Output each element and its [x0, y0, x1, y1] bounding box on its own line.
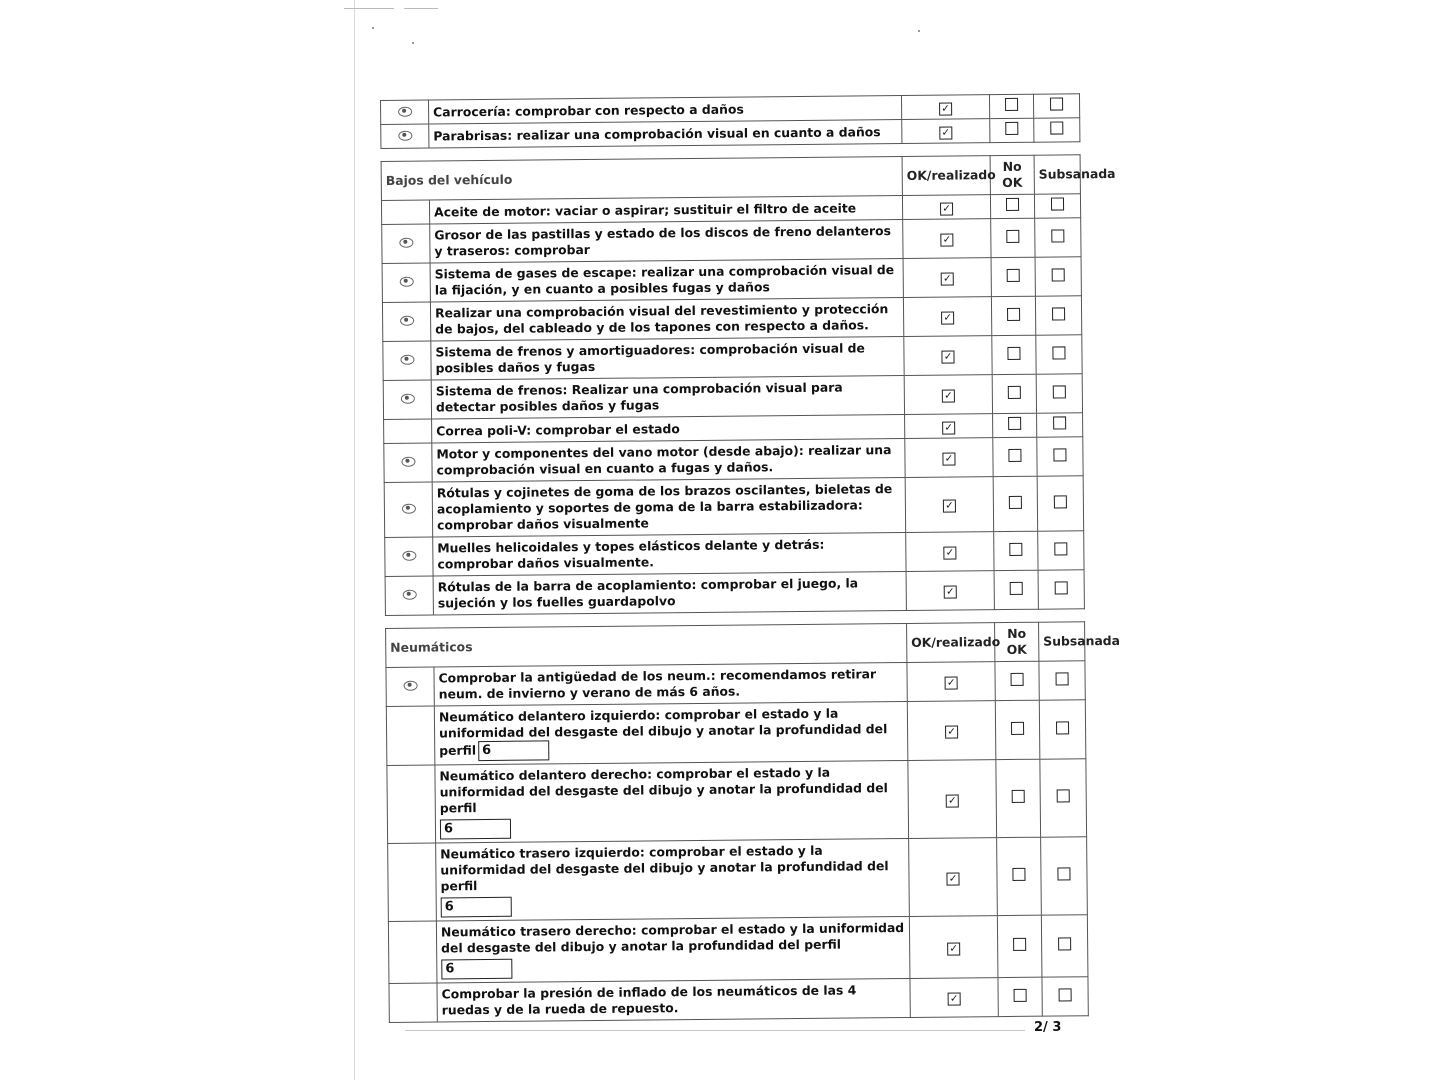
- checklist-row: [386, 661, 1085, 707]
- visual-check-cell: [388, 921, 437, 983]
- task-text: Grosor de las pastillas y estado de los discos de freno delanteros y traseros: comprobar: [434, 223, 892, 259]
- visual-check-cell: [384, 482, 433, 537]
- ok-cell: [906, 532, 994, 572]
- ok-cell: [907, 662, 995, 702]
- visual-check-cell: [389, 983, 437, 1022]
- check-mark: ✓: [949, 942, 958, 955]
- checklist-row: [384, 437, 1083, 483]
- ok-checkbox[interactable]: [946, 872, 959, 885]
- header-no-ok: No OK: [995, 622, 1039, 661]
- subsanada-checkbox[interactable]: [1050, 121, 1063, 134]
- subsanada-cell: [1041, 915, 1088, 977]
- subsanada-cell: [1034, 118, 1080, 142]
- eye-icon: [400, 355, 414, 365]
- task-cell: [436, 916, 910, 983]
- no-ok-cell: [990, 194, 1034, 218]
- check-mark: ✓: [945, 547, 955, 559]
- tread-depth-field[interactable]: 6: [441, 897, 512, 918]
- subsanada-checkbox[interactable]: [1056, 672, 1069, 685]
- checklist-row: [384, 476, 1083, 538]
- ok-checkbox[interactable]: [943, 546, 956, 559]
- task-text: Realizar una comprobación visual del revestimiento y protección de bajos, del cableado y de los tapones con respecto a daños.: [434, 301, 889, 337]
- ok-cell: [905, 414, 993, 439]
- subsanada-checkbox[interactable]: [1052, 268, 1065, 281]
- no-ok-checkbox[interactable]: [1013, 938, 1026, 951]
- visual-check-cell: [382, 224, 430, 263]
- eye-icon: [399, 238, 413, 248]
- eye-icon: [402, 551, 416, 561]
- check-mark: ✓: [942, 203, 951, 215]
- check-mark: ✓: [949, 993, 959, 1005]
- ok-cell: [904, 375, 992, 415]
- check-mark: ✓: [941, 103, 950, 115]
- checklist-row: [382, 218, 1081, 264]
- no-ok-checkbox[interactable]: [1014, 988, 1027, 1001]
- subsanada-checkbox[interactable]: [1052, 307, 1065, 320]
- subsanada-cell: [1039, 661, 1085, 700]
- task-text: Comprobar la antigüedad de los neum.: recomendamos retirar neum. de invierno y verano de más 6 años.: [438, 666, 877, 702]
- visual-check-cell: [382, 263, 430, 302]
- eye-icon: [398, 106, 412, 116]
- no-ok-checkbox[interactable]: [1007, 307, 1020, 320]
- subsanada-checkbox[interactable]: [1053, 416, 1066, 429]
- no-ok-cell: [994, 531, 1038, 570]
- check-mark: ✓: [942, 234, 952, 246]
- visual-check-cell: [384, 443, 432, 482]
- no-ok-checkbox[interactable]: [1005, 98, 1018, 111]
- check-mark: ✓: [946, 677, 956, 689]
- ok-cell: [905, 477, 994, 533]
- task-text: Muelles helicoidales y topes elásticos delante y detrás: comprobar daños visualmente.: [437, 536, 825, 572]
- checklist-row: [382, 296, 1081, 342]
- task-cell: [431, 336, 904, 380]
- ok-checkbox[interactable]: [942, 421, 955, 434]
- visual-check-cell: [381, 124, 429, 148]
- header-ok: OK/realizado: [902, 156, 990, 196]
- no-ok-cell: [998, 977, 1042, 1016]
- subsanada-cell: [1038, 570, 1084, 609]
- checklist-row: [387, 759, 1087, 844]
- checklist-section: [385, 621, 1121, 1023]
- task-text: Carrocería: comprobar con respecto a daños: [433, 101, 744, 119]
- task-cell: [436, 838, 910, 921]
- task-text: Sistema de gases de escape: realizar una comprobación visual de la fijación, y en cuanto a posibles fugas y daños: [434, 262, 895, 298]
- subsanada-cell: [1037, 437, 1083, 476]
- subsanada-cell: [1039, 700, 1086, 759]
- checklist-section: [380, 93, 1080, 149]
- no-ok-cell: [991, 218, 1035, 257]
- task-text: Sistema de frenos: Realizar una comprobación visual para detectar posibles daños y fugas: [435, 379, 843, 415]
- check-mark: ✓: [948, 872, 958, 885]
- ok-checkbox[interactable]: [942, 389, 955, 402]
- no-ok-cell: [997, 915, 1042, 977]
- no-ok-cell: [993, 437, 1037, 476]
- task-cell: [430, 297, 903, 341]
- ok-cell: [908, 760, 997, 839]
- task-cell: [430, 258, 903, 302]
- ok-cell: [903, 258, 991, 298]
- scan-line: [344, 8, 394, 9]
- checklist-section: [381, 154, 1116, 616]
- task-cell: [431, 375, 904, 419]
- no-ok-checkbox[interactable]: [1009, 495, 1022, 508]
- task-text: Correa poli-V: comprobar el estado: [436, 420, 680, 438]
- scan-line: [404, 8, 438, 9]
- task-cell: [432, 438, 905, 482]
- subsanada-cell: [1035, 218, 1081, 257]
- subsanada-cell: [1036, 374, 1082, 413]
- subsanada-checkbox[interactable]: [1051, 229, 1064, 242]
- task-text: Rótulas de la barra de acoplamiento: comprobar el juego, la sujeción y los fuelles guardapolvo: [437, 575, 859, 611]
- task-cell: [435, 760, 909, 843]
- task-text: Neumático trasero derecho: comprobar el estado y la uniformidad del desgaste del dibujo y anotar la profundidad del perfil: [440, 920, 905, 956]
- visual-check-cell: [384, 419, 432, 443]
- scan-speck: [918, 30, 920, 32]
- task-cell: [437, 978, 910, 1022]
- visual-check-cell: [386, 667, 434, 706]
- subsanada-checkbox[interactable]: [1058, 937, 1071, 950]
- ok-checkbox[interactable]: [944, 585, 957, 598]
- ok-checkbox[interactable]: [939, 126, 952, 139]
- ok-checkbox[interactable]: [941, 350, 954, 363]
- no-ok-checkbox[interactable]: [1009, 542, 1022, 555]
- eye-icon: [402, 590, 416, 600]
- visual-check-cell: [383, 380, 431, 419]
- visual-check-cell: [386, 706, 435, 765]
- ok-cell: [909, 916, 998, 979]
- visual-check-cell: [381, 100, 429, 124]
- ok-checkbox[interactable]: [940, 234, 953, 247]
- ok-checkbox[interactable]: [941, 311, 954, 324]
- eye-icon: [403, 681, 417, 691]
- visual-check-cell: [381, 200, 429, 224]
- no-ok-cell: [993, 413, 1037, 437]
- no-ok-cell: [991, 296, 1035, 335]
- check-mark: ✓: [945, 500, 954, 512]
- eye-icon: [401, 504, 415, 514]
- check-mark: ✓: [942, 273, 952, 285]
- check-mark: ✓: [947, 726, 956, 738]
- no-ok-checkbox[interactable]: [1006, 198, 1019, 211]
- header-ok: OK/realizado: [907, 623, 995, 663]
- check-mark: ✓: [944, 453, 954, 465]
- no-ok-checkbox[interactable]: [1010, 581, 1023, 594]
- no-ok-cell: [991, 257, 1035, 296]
- page-number: 2/ 3: [1034, 1020, 1062, 1035]
- no-ok-checkbox[interactable]: [1007, 268, 1020, 281]
- section-title: Neumáticos: [386, 623, 907, 667]
- task-text: Parabrisas: realizar una comprobación visual en cuanto a daños: [433, 123, 881, 143]
- task-cell: [432, 477, 906, 537]
- task-text: Aceite de motor: vaciar o aspirar; sustituir el filtro de aceite: [434, 199, 857, 219]
- footer-line: [405, 1030, 1025, 1031]
- no-ok-checkbox[interactable]: [1011, 672, 1024, 685]
- checklist-row: [385, 531, 1084, 577]
- check-mark: ✓: [944, 390, 953, 402]
- inspection-sheet: [380, 93, 1121, 1035]
- subsanada-checkbox[interactable]: [1054, 495, 1067, 508]
- no-ok-cell: [993, 476, 1038, 531]
- no-ok-cell: [992, 335, 1036, 374]
- subsanada-checkbox[interactable]: [1057, 867, 1070, 880]
- task-cell: [430, 219, 903, 263]
- subsanada-cell: [1035, 257, 1081, 296]
- eye-icon: [400, 394, 414, 404]
- task-cell: [434, 701, 908, 765]
- check-mark: ✓: [943, 312, 952, 324]
- section-header-row: [381, 155, 1080, 201]
- ok-checkbox[interactable]: [948, 992, 961, 1005]
- visual-check-cell: [385, 537, 433, 576]
- task-text: Neumático delantero izquierdo: comprobar el estado y la uniformidad del desgaste del dibujo y anotar la profundidad del perfil: [438, 705, 888, 758]
- check-mark: ✓: [947, 794, 957, 807]
- checklist-row: [389, 977, 1088, 1023]
- header-subsanada: Subsanada: [1034, 155, 1080, 194]
- eye-icon: [399, 277, 413, 287]
- subsanada-checkbox[interactable]: [1052, 346, 1065, 359]
- subsanada-cell: [1034, 194, 1080, 218]
- subsanada-cell: [1037, 413, 1083, 437]
- visual-check-cell: [382, 302, 430, 341]
- tread-depth-field[interactable]: 6: [441, 959, 512, 980]
- no-ok-cell: [992, 374, 1036, 413]
- no-ok-checkbox[interactable]: [1007, 346, 1020, 359]
- ok-cell: [906, 571, 994, 611]
- header-no-ok: No OK: [990, 155, 1034, 194]
- task-text: Rótulas y cojinetes de goma de los brazos oscilantes, bieletas de acoplamiento y soportes de goma de la barra estabilizadora: comprobar daños visualmente: [436, 481, 893, 533]
- no-ok-cell: [995, 661, 1039, 700]
- subsanada-checkbox[interactable]: [1051, 197, 1064, 210]
- ok-cell: [907, 701, 996, 761]
- scan-speck: [372, 27, 374, 29]
- visual-check-cell: [387, 765, 436, 843]
- subsanada-cell: [1040, 759, 1087, 837]
- no-ok-checkbox[interactable]: [1012, 868, 1025, 881]
- task-text: Comprobar la presión de inflado de los neumáticos de las 4 ruedas y de la rueda de repuesto.: [441, 982, 857, 1018]
- ok-cell: [903, 219, 991, 259]
- checklist-row: [385, 570, 1084, 616]
- ok-cell: [902, 195, 990, 220]
- task-text: Motor y componentes del vano motor (desde abajo): realizar una comprobación visual en cuanto a fugas y daños.: [436, 442, 892, 478]
- task-text: Neumático delantero derecho: comprobar el estado y la uniformidad del desgaste del dibujo y anotar la profundidad del perfil: [439, 764, 888, 816]
- page-edge: [354, 0, 355, 1080]
- task-cell: [433, 571, 906, 615]
- no-ok-checkbox[interactable]: [1011, 721, 1024, 734]
- no-ok-cell: [994, 570, 1038, 609]
- checklist-row: [383, 374, 1082, 420]
- check-mark: ✓: [945, 586, 955, 598]
- check-mark: ✓: [944, 422, 953, 434]
- task-cell: [433, 532, 906, 576]
- no-ok-cell: [997, 837, 1042, 915]
- task-text: Neumático trasero izquierdo: comprobar el estado y la uniformidad del desgaste del dibujo y anotar la profundidad del perfil: [440, 842, 889, 894]
- subsanada-checkbox[interactable]: [1059, 988, 1072, 1001]
- ok-cell: [903, 297, 991, 337]
- task-cell: [429, 119, 902, 148]
- visual-check-cell: [388, 843, 437, 921]
- subsanada-cell: [1036, 335, 1082, 374]
- subsanada-cell: [1033, 94, 1079, 118]
- ok-checkbox[interactable]: [943, 499, 956, 512]
- ok-checkbox[interactable]: [941, 273, 954, 286]
- subsanada-checkbox[interactable]: [1050, 97, 1063, 110]
- ok-checkbox[interactable]: [947, 942, 960, 955]
- ok-cell: [910, 978, 998, 1018]
- scan-speck: [412, 42, 414, 44]
- no-ok-cell: [996, 759, 1041, 837]
- ok-checkbox[interactable]: [940, 202, 953, 215]
- ok-cell: [909, 838, 998, 917]
- no-ok-cell: [989, 94, 1033, 118]
- section-title: Bajos del vehículo: [381, 156, 902, 200]
- header-subsanada: Subsanada: [1039, 622, 1085, 661]
- task-text: Sistema de frenos y amortiguadores: comprobación visual de posibles daños y fugas: [435, 340, 865, 376]
- ok-cell: [901, 95, 989, 120]
- visual-check-cell: [383, 341, 431, 380]
- subsanada-checkbox[interactable]: [1055, 581, 1068, 594]
- eye-icon: [398, 130, 412, 140]
- section-header-row: [386, 622, 1085, 668]
- subsanada-checkbox[interactable]: [1054, 542, 1067, 555]
- eye-icon: [401, 457, 415, 467]
- checklist-row: [382, 257, 1081, 303]
- checklist-row: [388, 915, 1088, 984]
- subsanada-checkbox[interactable]: [1053, 385, 1066, 398]
- ok-checkbox[interactable]: [946, 794, 959, 807]
- ok-cell: [902, 119, 990, 144]
- subsanada-cell: [1035, 296, 1081, 335]
- subsanada-cell: [1042, 977, 1088, 1016]
- tread-depth-field[interactable]: 6: [440, 819, 511, 840]
- subsanada-cell: [1037, 476, 1084, 531]
- no-ok-checkbox[interactable]: [1006, 229, 1019, 242]
- check-mark: ✓: [941, 127, 951, 139]
- ok-cell: [905, 438, 993, 478]
- no-ok-checkbox[interactable]: [1005, 122, 1018, 135]
- subsanada-checkbox[interactable]: [1053, 448, 1066, 461]
- visual-check-cell: [385, 576, 433, 615]
- no-ok-cell: [995, 700, 1040, 759]
- eye-icon: [400, 316, 414, 326]
- ok-checkbox[interactable]: [942, 452, 955, 465]
- task-cell: [434, 662, 907, 706]
- no-ok-checkbox[interactable]: [1008, 385, 1021, 398]
- tread-depth-field[interactable]: 6: [478, 740, 549, 761]
- ok-checkbox[interactable]: [939, 102, 952, 115]
- checklist-row: [386, 700, 1086, 766]
- subsanada-cell: [1038, 531, 1084, 570]
- checklist-row: [383, 335, 1082, 381]
- ok-cell: [904, 336, 992, 376]
- no-ok-checkbox[interactable]: [1008, 448, 1021, 461]
- no-ok-checkbox[interactable]: [1008, 417, 1021, 430]
- subsanada-checkbox[interactable]: [1057, 789, 1070, 802]
- ok-checkbox[interactable]: [945, 676, 958, 689]
- subsanada-cell: [1041, 837, 1088, 915]
- no-ok-checkbox[interactable]: [1012, 790, 1025, 803]
- checklist-row: [388, 837, 1088, 922]
- no-ok-cell: [990, 118, 1034, 142]
- ok-checkbox[interactable]: [945, 725, 958, 738]
- check-mark: ✓: [943, 351, 953, 363]
- subsanada-checkbox[interactable]: [1056, 721, 1069, 734]
